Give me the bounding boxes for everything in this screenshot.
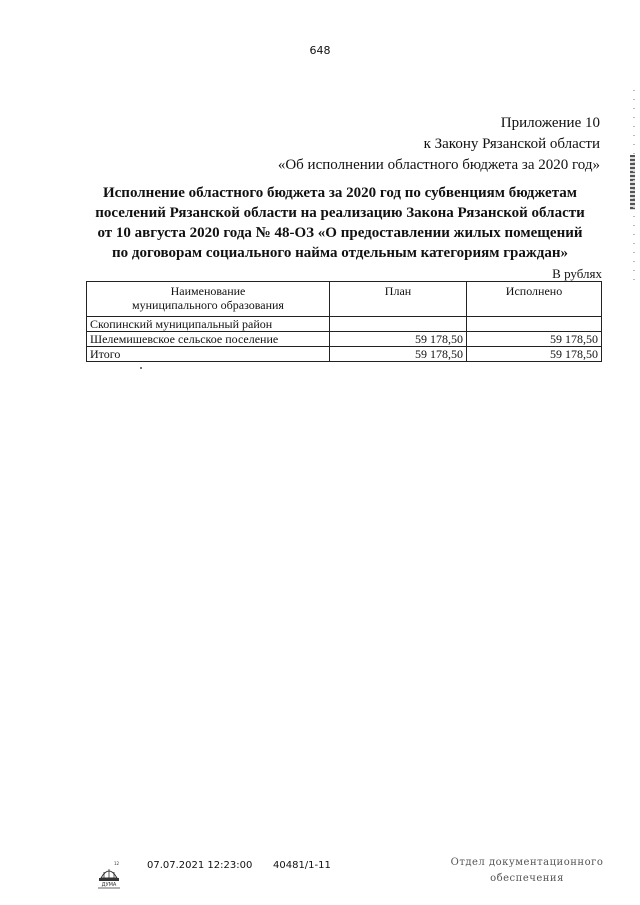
registration-datetime: 07.07.2021 12:23:00 (147, 860, 253, 871)
department-line-1: Отдел документационного (450, 857, 604, 868)
budget-table (86, 281, 602, 362)
appendix-line-2: к Закону Рязанской области (423, 136, 600, 152)
duma-emblem-icon (96, 860, 122, 890)
table-header-row (87, 282, 602, 317)
title-line-3: от 10 августа 2020 года № 48-ОЗ «О предоставлении жилых помещений (97, 225, 583, 241)
scan-edge-dots (633, 90, 635, 280)
document-title (60, 183, 620, 263)
table-row-total (87, 347, 602, 362)
header-done: Исполнено (467, 282, 602, 317)
title-line-4: по договорам социального найма отдельным категориям граждан» (112, 245, 568, 261)
stamp-text: ДУМА (101, 882, 117, 888)
row-plan: 59 178,50 (330, 332, 467, 347)
row-done (467, 317, 602, 332)
header-name-line-1: Наименование (170, 284, 246, 298)
row-plan (330, 317, 467, 332)
scan-speck (140, 367, 142, 369)
department-stamp (442, 855, 612, 887)
table-row-settlement (87, 332, 602, 347)
header-name (87, 282, 330, 317)
appendix-reference (180, 113, 600, 176)
registration-number: 40481/1-11 (273, 860, 331, 871)
row-done: 59 178,50 (467, 332, 602, 347)
total-plan: 59 178,50 (330, 347, 467, 362)
department-line-2: обеспечения (490, 873, 564, 884)
row-name: Скопинский муниципальный район (87, 317, 330, 332)
total-done: 59 178,50 (467, 347, 602, 362)
appendix-line-3: «Об исполнении областного бюджета за 2020 год» (277, 157, 600, 173)
title-line-1: Исполнение областного бюджета за 2020 год по субвенциям бюджетам (102, 185, 577, 201)
row-name: Шелемишевское сельское поселение (87, 332, 330, 347)
stamp-number: 12 (114, 861, 120, 866)
page-number: 648 (309, 44, 331, 57)
table-row-district (87, 317, 602, 332)
appendix-line-1: Приложение 10 (500, 115, 600, 131)
title-line-2: поселений Рязанской области на реализацию Закона Рязанской области (95, 205, 585, 221)
total-label: Итого (87, 347, 330, 362)
header-name-line-2: муниципального образования (132, 298, 284, 312)
units-label: В рублях (552, 266, 602, 281)
header-plan: План (330, 282, 467, 317)
